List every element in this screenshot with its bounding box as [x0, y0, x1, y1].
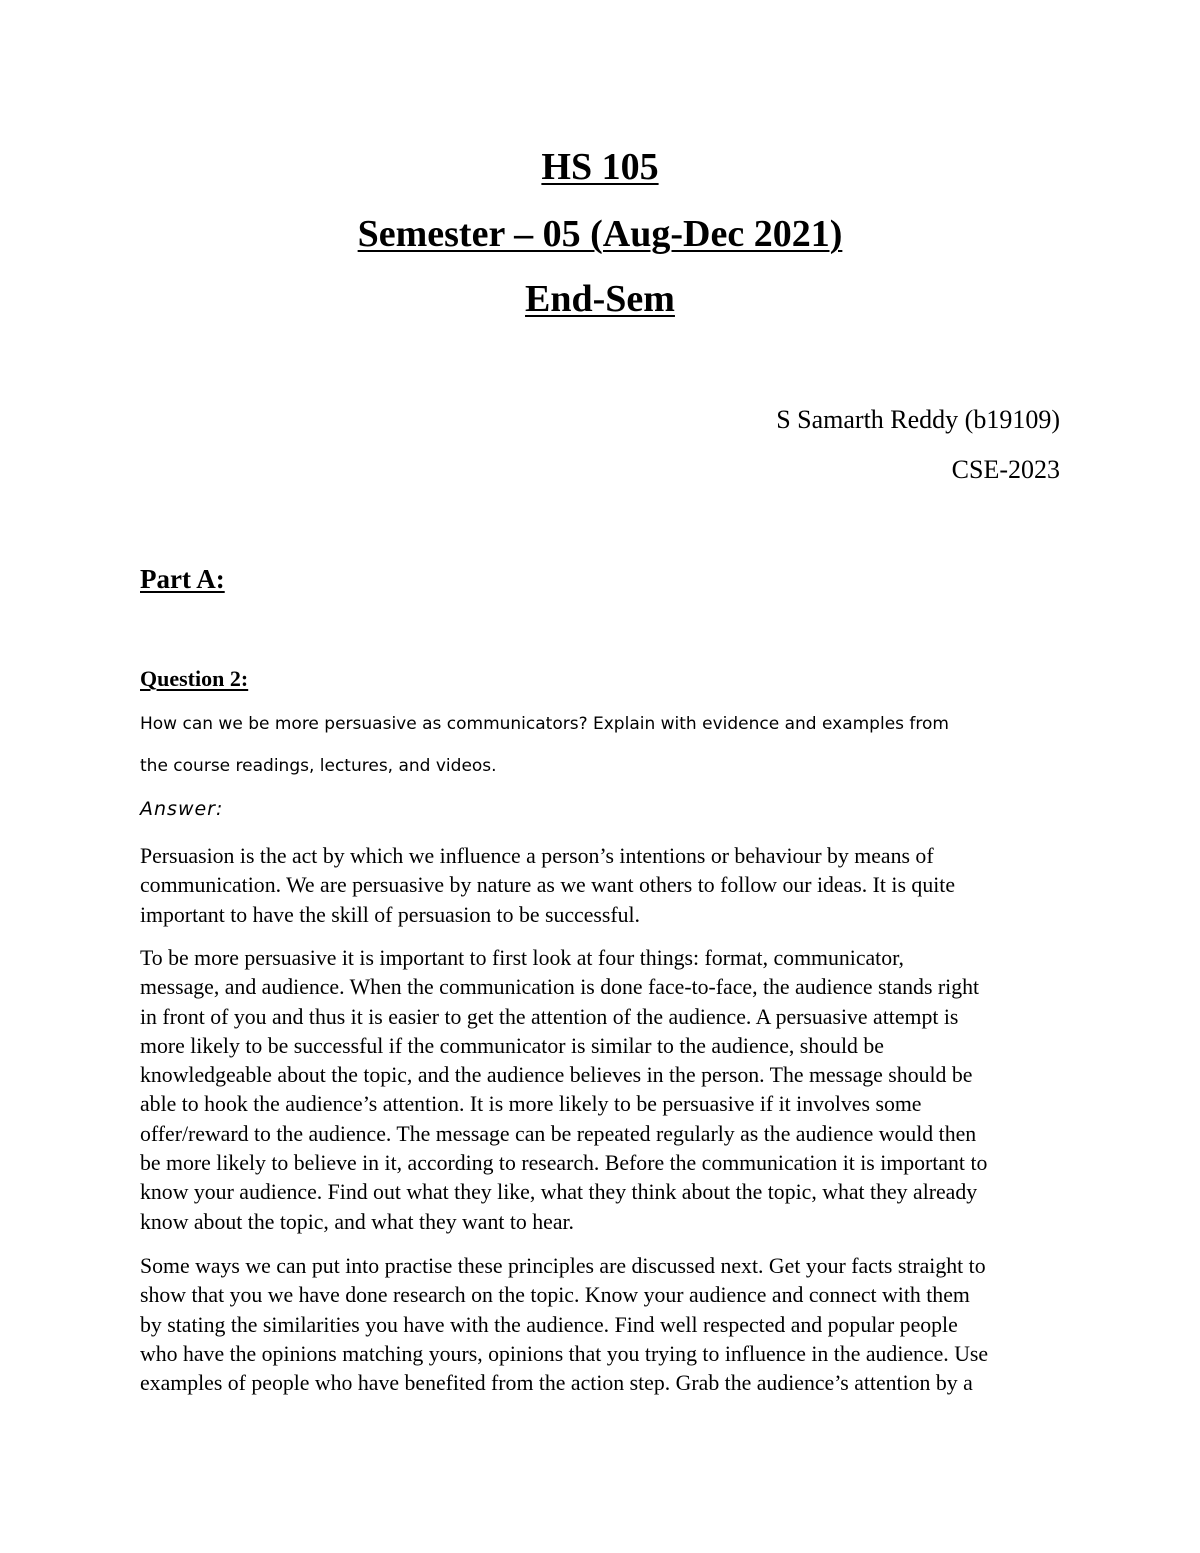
- answer-paragraph-1: [140, 842, 1060, 930]
- paragraph-line: more likely to be successful if the communicator is similar to the audience, should be: [140, 1033, 884, 1058]
- paragraph-line: Persuasion is the act by which we influence a person’s intentions or behaviour by means of: [140, 844, 934, 868]
- paragraph-line: message, and audience. When the communication is done face-to-face, the audience stands right: [140, 975, 980, 1000]
- paragraph-line: able to hook the audience’s attention. It is more likely to be persuasive if it involves some: [140, 1092, 922, 1117]
- question-heading: Question 2:: [140, 666, 249, 691]
- exam-title: End-Sem: [525, 278, 675, 320]
- question-prompt-line: How can we be more persuasive as communicators? Explain with evidence and examples from: [140, 714, 949, 734]
- author-department: CSE-2023: [951, 455, 1060, 484]
- author-name: S Samarth Reddy (b19109): [776, 405, 1060, 434]
- paragraph-line: offer/reward to the audience. The message can be repeated regularly as the audience would then: [140, 1121, 977, 1146]
- paragraph-line: Some ways we can put into practise these principles are discussed next. Get your facts straight to: [140, 1254, 986, 1278]
- paragraph-line: important to have the skill of persuasion to be successful.: [140, 902, 641, 927]
- paragraph-line: To be more persuasive it is important to first look at four things: format, communicator,: [140, 946, 904, 970]
- paragraph-line: know about the topic, and what they want to hear.: [140, 1209, 575, 1234]
- paragraph-line: be more likely to believe in it, according to research. Before the communication it is important to: [140, 1151, 988, 1176]
- paragraph-line: by stating the similarities you have with the audience. Find well respected and popular people: [140, 1312, 958, 1337]
- paragraph-line: who have the opinions matching yours, opinions that you trying to influence in the audience. Use: [140, 1341, 989, 1366]
- question-prompt-line: the course readings, lectures, and videos.: [140, 756, 497, 776]
- answer-label: Answer:: [140, 798, 224, 820]
- part-heading: Part A:: [140, 564, 225, 594]
- paragraph-line: in front of you and thus it is easier to get the attention of the audience. A persuasive attempt is: [140, 1004, 959, 1029]
- paragraph-line: know your audience. Find out what they like, what they think about the topic, what they already: [140, 1180, 978, 1205]
- answer-paragraph-3: [140, 1252, 1060, 1398]
- course-code-title: HS 105: [541, 146, 659, 188]
- paragraph-line: communication. We are persuasive by nature as we want others to follow our ideas. It is quite: [140, 873, 955, 898]
- answer-paragraph-2: [140, 944, 1060, 1237]
- semester-title: Semester – 05 (Aug-Dec 2021): [357, 213, 843, 255]
- paragraph-line: show that you we have done research on the topic. Know your audience and connect with them: [140, 1283, 970, 1308]
- paragraph-line: knowledgeable about the topic, and the audience believes in the person. The message should be: [140, 1063, 973, 1088]
- paragraph-line: examples of people who have benefited from the action step. Grab the audience’s attention by a: [140, 1371, 973, 1396]
